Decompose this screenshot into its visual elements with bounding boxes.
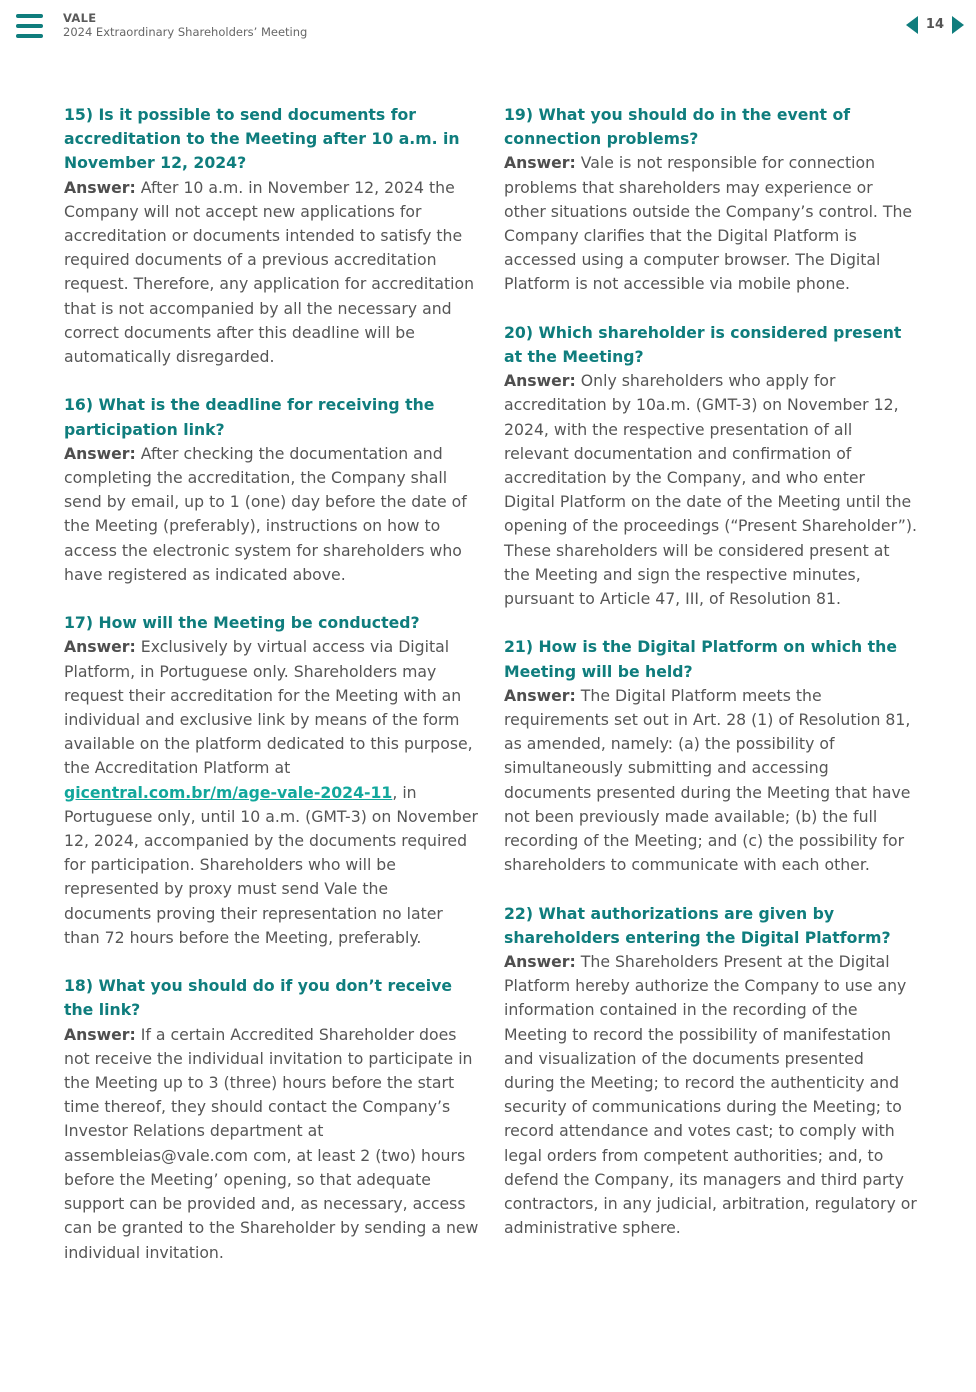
header-titles bbox=[63, 11, 307, 39]
document-subtitle: 2024 Extraordinary Shareholders’ Meeting bbox=[63, 25, 308, 39]
answer-text: After checking the documentation and completing the accreditation, the Company shall send by email, up to 1 (one) day before the date of the Meeting (preferably), instructions on how to access the electronic system for shareholders who have registered as indicated above. bbox=[64, 443, 467, 584]
answer-label: Answer: bbox=[64, 1024, 136, 1044]
page-number: 14 bbox=[925, 17, 944, 32]
answer-label: Answer: bbox=[64, 443, 136, 463]
faq-question: 20) Which shareholder is considered present at the Meeting? bbox=[504, 322, 902, 367]
left-column bbox=[64, 103, 480, 1289]
accreditation-platform-link[interactable]: gicentral.com.br/m/age-vale-2024-11 bbox=[64, 782, 393, 802]
next-page-icon[interactable] bbox=[952, 16, 964, 34]
faq-question: 22) What authorizations are given by shareholders entering the Digital Platform? bbox=[504, 903, 891, 947]
faq-answer bbox=[64, 176, 480, 370]
faq-question: 18) What you should do if you don’t receive the link? bbox=[64, 976, 453, 1020]
answer-text: , in Portuguese only, until 10 a.m. (GMT-3) on November 12, 2024, accompanied by the documents required for participation. Shareholders who will be represented by proxy must send Vale the documents proving their representation no later than 72 hours before the Meeting, preferably. bbox=[64, 782, 478, 947]
faq-question: 15) Is it possible to send documents for accreditation to the Meeting after 10 a.m. in November 12, 2024? bbox=[64, 105, 460, 173]
answer-text: The Digital Platform meets the requirements set out in Art. 28 (1) of Resolution 81, as amended, namely: (a) the possibility of simultaneously submitting and accessing documents presented during the Meeting that have not been previously made available; (b) the full recording of the Meeting; and (c) the possibility for shareholders to communicate with each other. bbox=[504, 685, 911, 875]
answer-text: Exclusively by virtual access via Digital Platform, in Portuguese only. Shareholders may request their accreditation for the Meeting with an individual and exclusive link by means of the form available on the platform dedicated to this purpose, the Accreditation Platform at bbox=[64, 637, 473, 778]
faq-item-19 bbox=[504, 103, 919, 297]
page-header bbox=[0, 0, 976, 48]
answer-text: The Shareholders Present at the Digital Platform hereby authorize the Company to use any information contained in the recording of the Meeting to record the possibility of manifestation and visualization of the documents presented during the Meeting; to record the authenticity and security of communications during the Meeting; to record attendance and votes cast; to comply with legal orders from competent authorities; and, to defend the Company, its managers and third party contractors, in any judicial, arbitration, regulatory or administrative sphere. bbox=[504, 952, 917, 1238]
answer-label: Answer: bbox=[504, 685, 576, 705]
faq-item-21 bbox=[504, 635, 919, 877]
answer-text: If a certain Accredited Shareholder does not receive the individual invitation to participate in the Meeting up to 3 (three) hours before the start time thereof, they should contact the Company’s Investor Relations department at assembleias@vale.com com, at least 2 (two) hours before the Meeting’ opening, so that adequate support can be provided and, as necessary, access can be granted to the Shareholder by sending a new individual invitation. bbox=[64, 1024, 479, 1262]
faq-answer bbox=[64, 1023, 480, 1265]
faq-item-17 bbox=[64, 611, 480, 950]
faq-answer bbox=[504, 369, 919, 611]
faq-item-22 bbox=[504, 902, 919, 1241]
answer-text: Only shareholders who apply for accreditation by 10a.m. (GMT-3) on November 12, 2024, with the respective presentation of all relevant documentation and confirmation of accreditation by the Company, and who enter Digital Platform on the date of the Meeting until the opening of the proceedings (“Present Shareholder”). These shareholders will be considered present at the Meeting and sign the respective minutes, pursuant to Article 47, III, of Resolution 81. bbox=[504, 371, 917, 609]
faq-item-18 bbox=[64, 974, 480, 1264]
faq-item-15 bbox=[64, 103, 480, 369]
faq-question: 16) What is the deadline for receiving the participation link? bbox=[64, 395, 435, 439]
faq-question: 19) What you should do in the event of connection problems? bbox=[504, 105, 851, 149]
answer-label: Answer: bbox=[504, 952, 576, 972]
answer-text: After 10 a.m. in November 12, 2024 the Company will not accept new applications for accreditation or documents intended to satisfy the required documents of a previous accreditation request. Therefore, any application for accreditation that is not accompanied by all the necessary and correct documents after this deadline will be automatically disregarded. bbox=[64, 177, 475, 367]
answer-label: Answer: bbox=[64, 177, 136, 197]
answer-text: Vale is not responsible for connection problems that shareholders may experience or other situations outside the Company’s control. The Company clarifies that the Digital Platform is accessed using a computer browser. The Digital Platform is not accessible via mobile phone. bbox=[504, 153, 913, 294]
faq-answer bbox=[64, 635, 480, 950]
faq-answer bbox=[504, 684, 919, 878]
right-column bbox=[504, 103, 919, 1265]
brand-name: VALE bbox=[63, 11, 97, 25]
page-navigation bbox=[906, 14, 964, 36]
faq-item-16 bbox=[64, 393, 480, 587]
answer-label: Answer: bbox=[64, 637, 136, 657]
answer-label: Answer: bbox=[504, 153, 576, 173]
answer-label: Answer: bbox=[504, 371, 576, 391]
faq-answer bbox=[64, 442, 480, 587]
faq-answer bbox=[504, 950, 919, 1240]
faq-question: 17) How will the Meeting be conducted? bbox=[64, 613, 420, 633]
faq-question: 21) How is the Digital Platform on which the Meeting will be held? bbox=[504, 637, 897, 681]
faq-item-20 bbox=[504, 321, 919, 611]
faq-answer bbox=[504, 151, 919, 296]
previous-page-icon[interactable] bbox=[906, 16, 918, 34]
hamburger-menu-icon[interactable] bbox=[16, 14, 43, 38]
